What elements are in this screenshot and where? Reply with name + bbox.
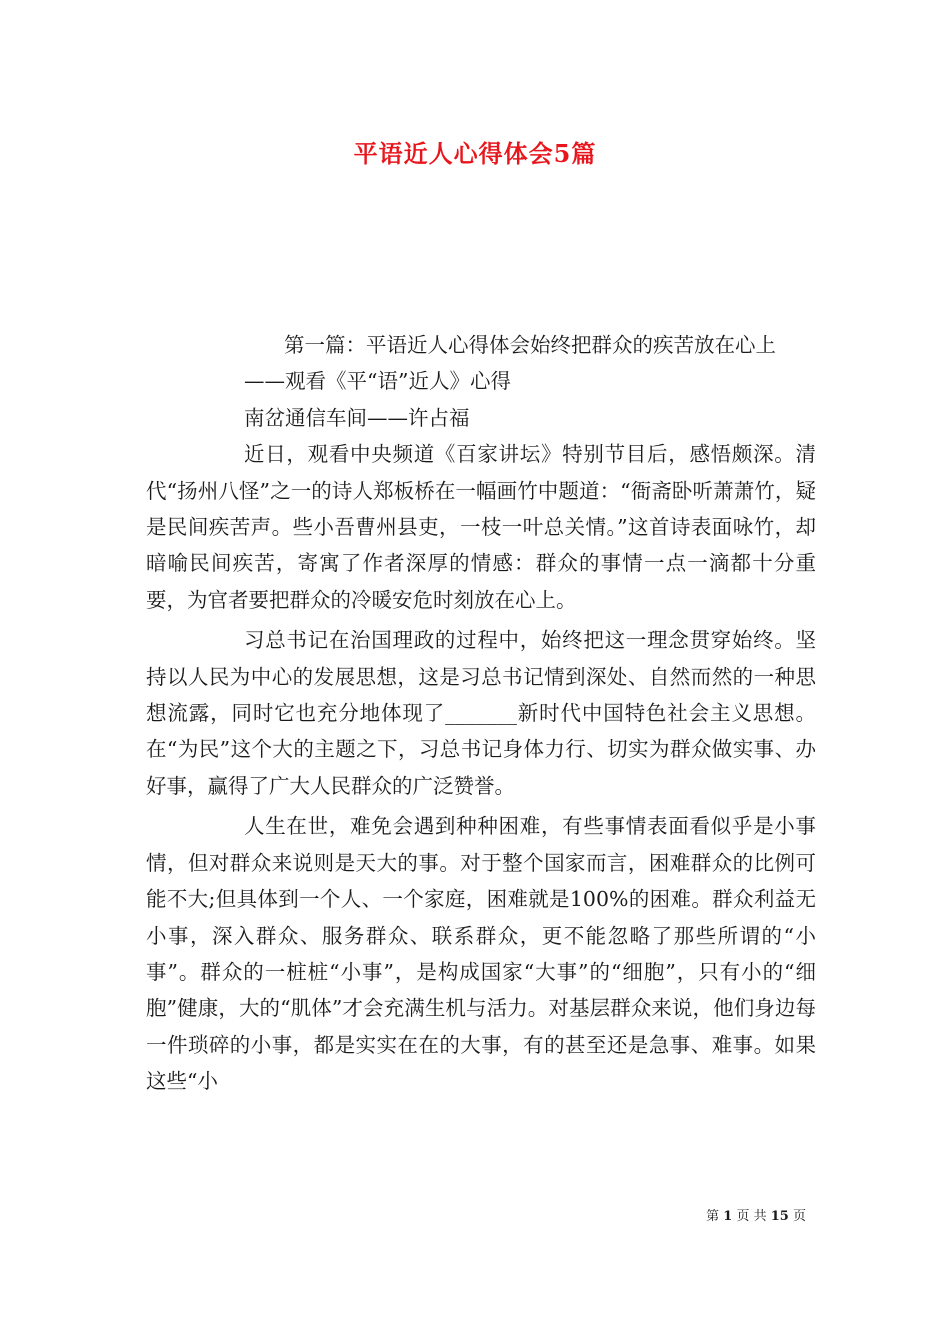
footer-suffix: 页	[792, 1209, 806, 1224]
document-body	[146, 327, 816, 1100]
total-page-count: 15	[770, 1209, 789, 1224]
document-title: 平语近人心得体会5篇	[353, 139, 597, 168]
page-footer	[0, 1205, 806, 1224]
body-paragraph: 近日，观看中央频道《百家讲坛》特别节目后，感悟颇深。清代“扬州八怪”之一的诗人郑板桥在一幅画竹中题道：“衙斋卧听萧萧竹，疑是民间疾苦声。些小吾曹州县吏，一枝一叶总关情。”这首诗表面咏竹，却暗喻民间疾苦，寄寓了作者深厚的情感：群众的事情一点一滴都十分重要，为官者要把群众的冷暖安危时刻放在心上。	[146, 442, 816, 612]
section-subtitle: ——观看《平“语”近人》心得	[244, 369, 511, 394]
section-heading: 第一篇：平语近人心得体会始终把群众的疾苦放在心上	[284, 333, 776, 357]
current-page-number: 1	[723, 1209, 733, 1224]
author-line: 南岔通信车间——许占福	[244, 405, 470, 430]
body-paragraph: 习总书记在治国理政的过程中，始终把这一理念贯穿始终。坚持以人民为中心的发展思想，这是习总书记情到深处、自然而然的一种思想流露，同时它也充分地体现了_______新时代中国特色社会主义思想。在“为民”这个大的主题之下，习总书记身体力行、切实为群众做实事、办好事，赢得了广大人民群众的广泛赞誉。	[146, 628, 816, 798]
footer-middle: 页 共	[736, 1209, 767, 1224]
body-paragraph: 人生在世，难免会遇到种种困难，有些事情表面看似乎是小事情，但对群众来说则是天大的事。对于整个国家而言，困难群众的比例可能不大;但具体到一个人、一个家庭，困难就是100%的困难。群众利益无小事，深入群众、服务群众、联系群众，更不能忽略了那些所谓的“小事”。群众的一桩桩“小事”，是构成国家“大事”的“细胞”，只有小的“细胞”健康，大的“肌体”才会充满生机与活力。对基层群众来说，他们身边每一件琐碎的小事，都是实实在在的大事，有的甚至还是急事、难事。如果这些“小	[146, 814, 816, 1094]
footer-prefix: 第	[706, 1209, 720, 1224]
